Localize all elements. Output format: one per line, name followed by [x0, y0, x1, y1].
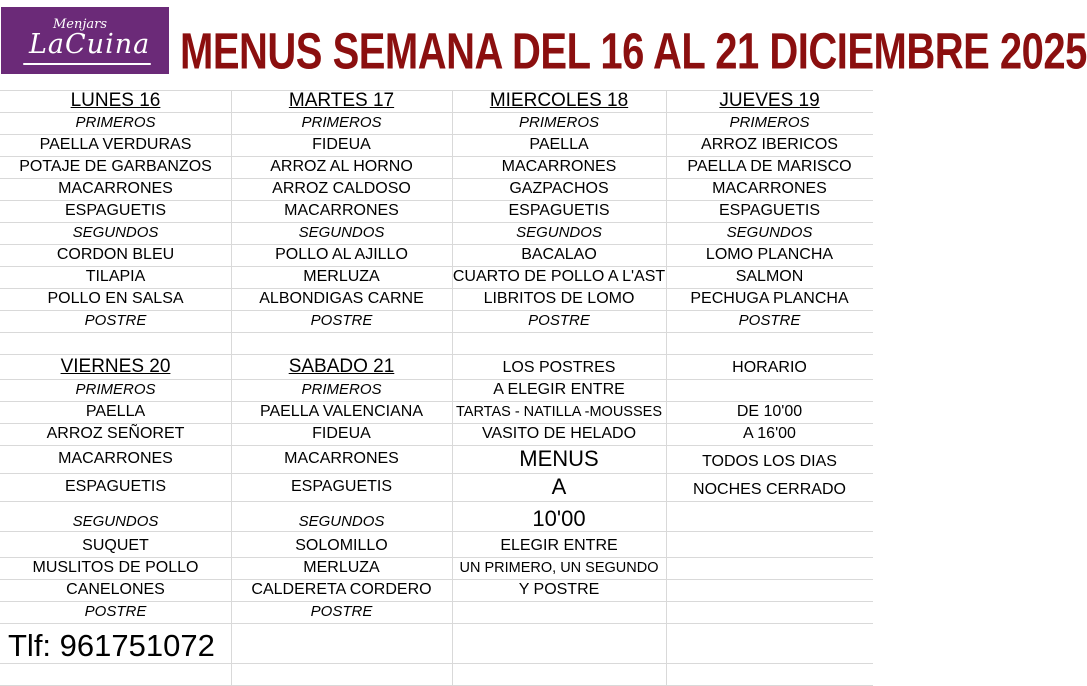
primero-dish: FIDEUA — [312, 425, 371, 442]
day-header: MIERCOLES 18 — [489, 90, 629, 111]
horario-line: HORARIO — [732, 359, 807, 376]
primero-dish: MACARRONES — [284, 450, 399, 467]
primero-dish: ESPAGUETIS — [64, 202, 167, 219]
segundos-label: SEGUNDOS — [298, 513, 385, 530]
segundo-dish: POLLO AL AJILLO — [275, 246, 408, 263]
primero-dish: PAELLA — [529, 136, 589, 153]
segundo-dish: MERLUZA — [303, 268, 380, 285]
logo-text-big: LaCuina — [29, 29, 151, 60]
horario-line: A 16'00 — [743, 425, 796, 442]
segundos-label: SEGUNDOS — [726, 224, 813, 241]
menu-price-line: MENUS — [519, 446, 599, 471]
segundo-dish: MERLUZA — [303, 559, 380, 576]
primero-dish: ESPAGUETIS — [290, 478, 393, 495]
postre-label: POSTRE — [84, 603, 147, 620]
primero-dish: PAELLA VALENCIANA — [259, 403, 424, 420]
day-header: MARTES 17 — [288, 90, 395, 111]
menu-info-line: Y POSTRE — [518, 581, 600, 598]
horario-line: DE 10'00 — [736, 403, 803, 420]
primeros-label: PRIMEROS — [301, 381, 382, 398]
menu-info-line: UN PRIMERO, UN SEGUNDO — [459, 560, 659, 576]
page-title: MENUS SEMANA DEL 16 AL 21 DICIEMBRE 2025 — [180, 23, 1087, 81]
primero-dish: ESPAGUETIS — [718, 202, 821, 219]
primeros-label: PRIMEROS — [729, 114, 810, 131]
postres-info-line: LOS POSTRES — [502, 359, 616, 376]
primero-dish: ARROZ IBERICOS — [701, 136, 838, 153]
primeros-label: PRIMEROS — [518, 114, 599, 131]
segundo-dish: SALMON — [735, 268, 804, 285]
segundos-label: SEGUNDOS — [516, 224, 602, 241]
primero-dish: MACARRONES — [58, 450, 173, 467]
segundos-label: SEGUNDOS — [298, 224, 385, 241]
day-header: SABADO 21 — [288, 356, 395, 377]
postres-info-line: VASITO DE HELADO — [481, 425, 637, 442]
segundo-dish: POLLO EN SALSA — [47, 290, 184, 307]
grid-line — [0, 623, 873, 624]
primero-dish: MACARRONES — [284, 202, 399, 219]
segundo-dish: BACALAO — [521, 246, 597, 263]
postre-label: POSTRE — [738, 312, 801, 329]
postres-info-line: TARTAS - NATILLA -MOUSSES — [456, 404, 662, 420]
segundo-dish: CANELONES — [66, 581, 165, 598]
menu-price-line: 10'00 — [532, 506, 586, 531]
segundos-label: SEGUNDOS — [72, 224, 159, 241]
segundo-dish: SUQUET — [82, 537, 149, 554]
postre-label: POSTRE — [310, 312, 373, 329]
primero-dish: MACARRONES — [712, 180, 827, 197]
postre-label: POSTRE — [310, 603, 373, 620]
primeros-label: PRIMEROS — [301, 114, 382, 131]
primero-dish: PAELLA DE MARISCO — [687, 158, 852, 175]
segundo-dish: LIBRITOS DE LOMO — [483, 290, 635, 307]
segundo-dish: TILAPIA — [85, 268, 146, 285]
day-header: LUNES 16 — [70, 90, 161, 111]
primero-dish: PAELLA — [85, 403, 146, 420]
day-header: VIERNES 20 — [60, 356, 171, 377]
primeros-label: PRIMEROS — [75, 381, 156, 398]
grid-line — [0, 332, 873, 333]
segundo-dish: CALDERETA CORDERO — [251, 581, 432, 598]
primero-dish: ARROZ AL HORNO — [270, 158, 413, 175]
menu-price-line: A — [551, 474, 567, 499]
horario-line: NOCHES CERRADO — [693, 481, 846, 498]
day-header: JUEVES 19 — [719, 90, 820, 111]
segundo-dish: ALBONDIGAS CARNE — [259, 290, 424, 307]
primero-dish: PAELLA VERDURAS — [39, 136, 192, 153]
segundos-label: SEGUNDOS — [72, 513, 159, 530]
segundo-dish: LOMO PLANCHA — [705, 246, 834, 263]
segundo-dish: CUARTO DE POLLO A L'AST — [452, 268, 666, 285]
postre-label: POSTRE — [528, 312, 590, 329]
segundo-dish: PECHUGA PLANCHA — [690, 290, 849, 307]
postres-info-line: A ELEGIR ENTRE — [493, 381, 625, 398]
primero-dish: ARROZ SEÑORET — [46, 425, 185, 442]
segundo-dish: CORDON BLEU — [56, 246, 175, 263]
postre-label: POSTRE — [84, 312, 147, 329]
horario-line: TODOS LOS DIAS — [702, 453, 837, 470]
logo-text-small: Menjars — [53, 17, 108, 32]
primeros-label: PRIMEROS — [75, 114, 156, 131]
segundo-dish: SOLOMILLO — [295, 537, 388, 554]
primero-dish: MACARRONES — [501, 158, 617, 175]
primero-dish: FIDEUA — [312, 136, 371, 153]
primero-dish: GAZPACHOS — [509, 180, 609, 197]
primero-dish: POTAJE DE GARBANZOS — [19, 158, 212, 175]
primero-dish: MACARRONES — [58, 180, 173, 197]
primero-dish: ESPAGUETIS — [508, 202, 610, 219]
phone-number: Tlf: 961751072 — [8, 628, 215, 663]
primero-dish: ARROZ CALDOSO — [272, 180, 411, 197]
primero-dish: ESPAGUETIS — [64, 478, 167, 495]
menu-info-line: ELEGIR ENTRE — [500, 537, 618, 554]
segundo-dish: MUSLITOS DE POLLO — [32, 559, 199, 576]
